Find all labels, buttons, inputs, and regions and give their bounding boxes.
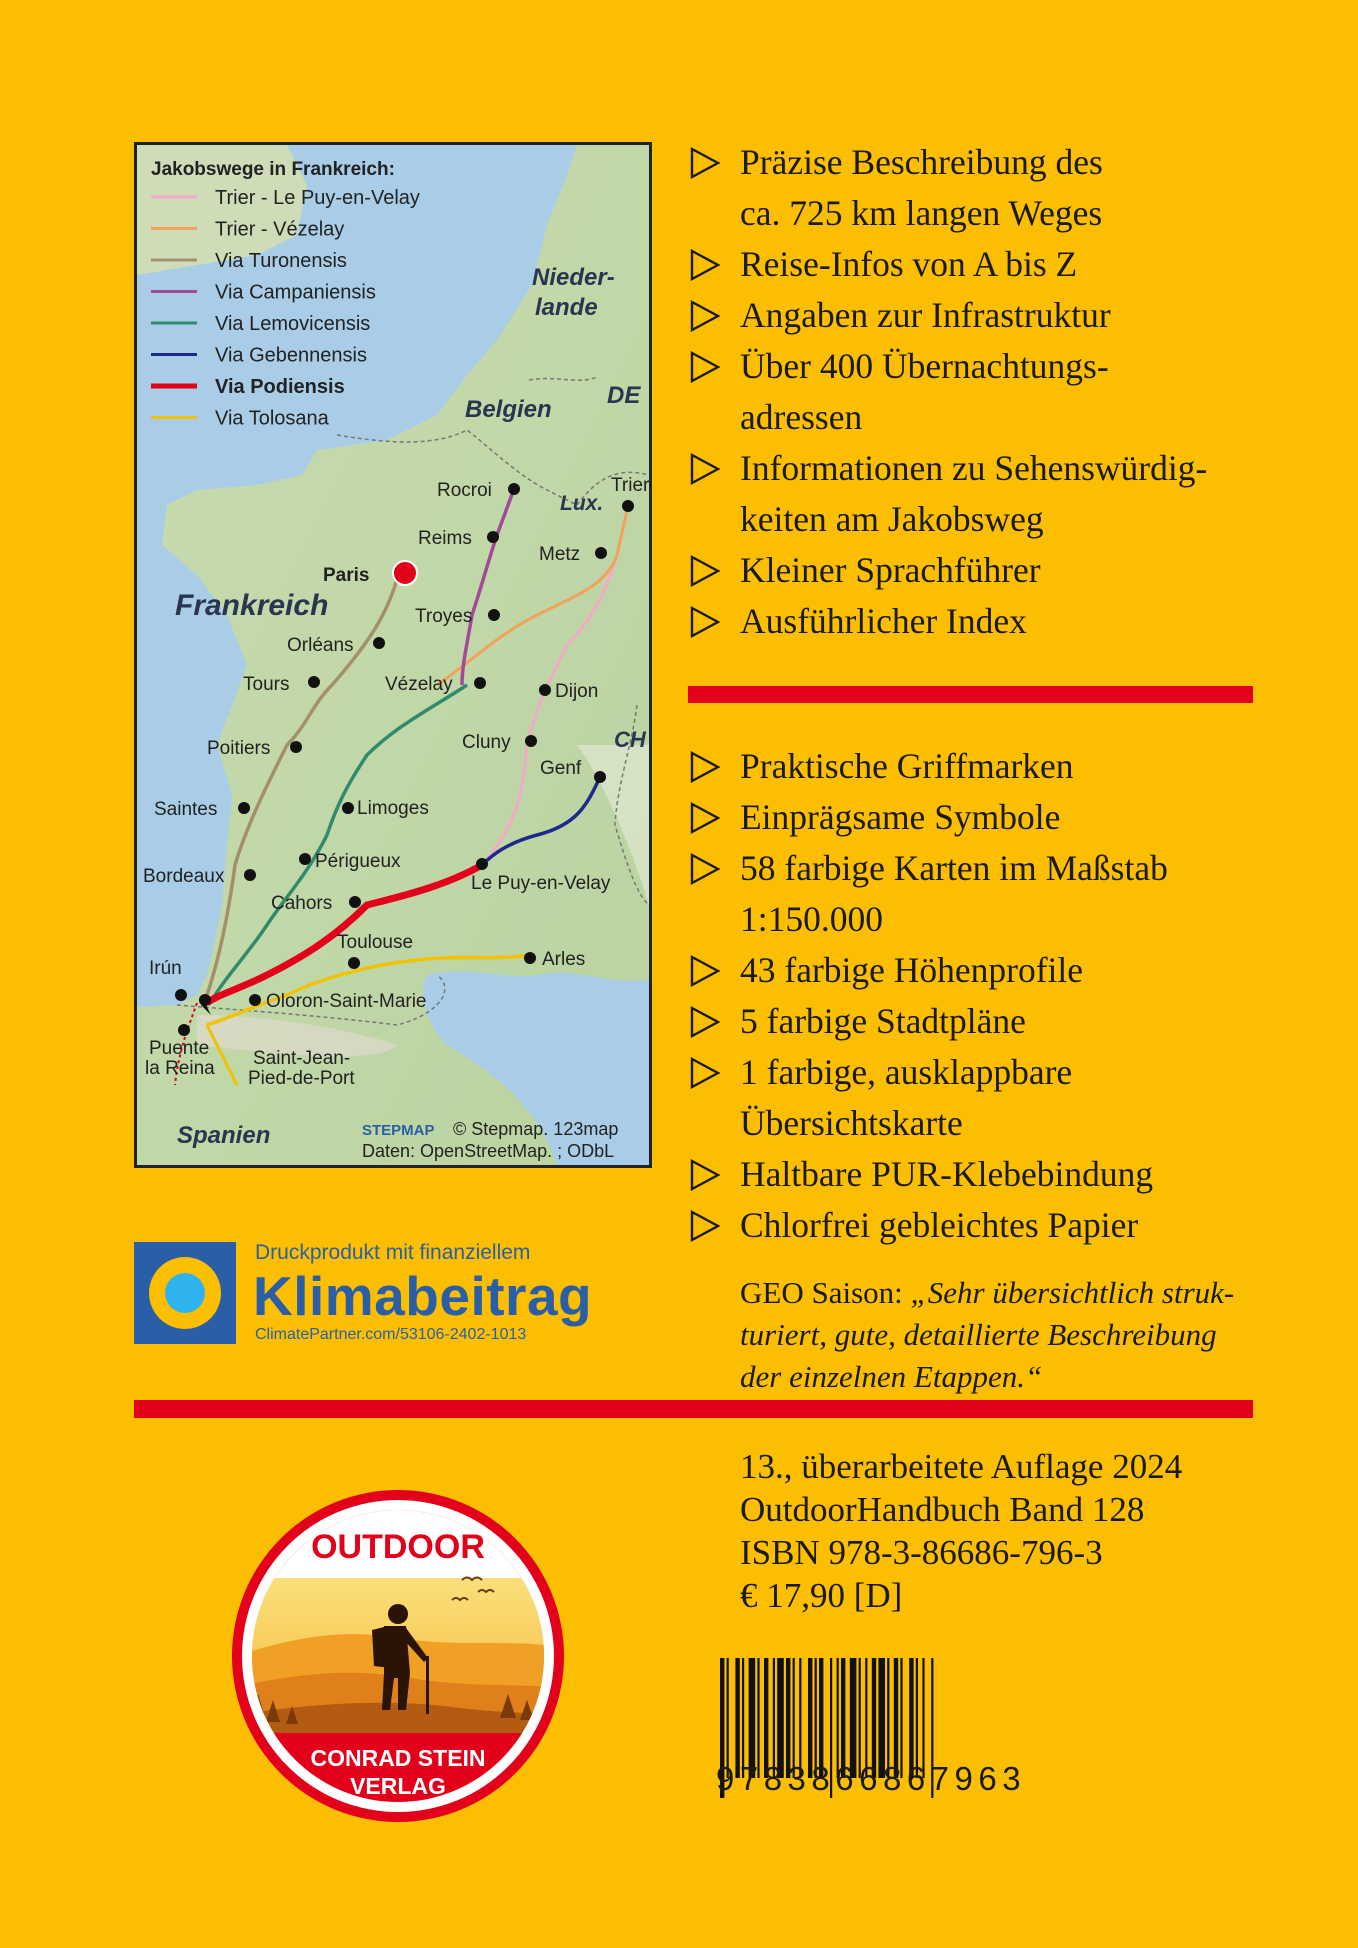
triangle-bullet-icon [690,555,720,587]
triangle-bullet-icon [690,1210,720,1242]
feature-item [688,945,1328,996]
quote-source: GEO Saison: [740,1275,911,1310]
feature-item [688,1047,1328,1149]
city-cluny: Cluny [462,732,511,753]
city-perigueux: Périgueux [315,851,401,872]
edition-info [740,1445,1182,1617]
feature-text: Angaben zur Infrastruktur [740,295,1111,335]
legend-label: Via Turonensis [215,250,347,272]
city-oloron: Oloron-Saint-Marie [266,991,427,1012]
quote-line-2: turiert, gute, detaillierte Beschreibung [740,1317,1217,1352]
feature-text: ca. 725 km langen Weges [740,193,1103,233]
feature-list-1 [688,137,1328,647]
city-metz: Metz [539,544,581,565]
city-orleans: Orléans [287,635,354,656]
city-bordeaux: Bordeaux [143,866,225,887]
isbn-line: ISBN 978-3-86686-796-3 [740,1533,1103,1572]
city-toulouse: Toulouse [337,932,414,953]
city-limoges: Limoges [357,798,429,819]
city-lepuy: Le Puy-en-Velay [471,873,611,894]
map-svg [137,145,649,1165]
feature-text: adressen [740,397,863,437]
city-cahors: Cahors [271,893,333,914]
city-poitiers: Poitiers [207,738,271,759]
climate-title: Klimabeitrag [253,1265,593,1327]
route-map [134,142,652,1168]
series-line: OutdoorHandbuch Band 128 [740,1490,1145,1529]
feature-item [688,137,1328,239]
triangle-bullet-icon [690,1159,720,1191]
city-rocroi: Rocroi [437,480,492,501]
feature-item [688,341,1328,443]
legend-label: Via Gebennensis [215,344,367,367]
feature-text: 43 farbige Höhenprofile [740,950,1084,990]
feature-text: Reise-Infos von A bis Z [740,244,1078,284]
triangle-bullet-icon [690,853,720,885]
feature-text: Ausführlicher Index [740,601,1027,641]
city-tours: Tours [243,674,290,695]
triangle-bullet-icon [690,351,720,383]
feature-item [688,996,1328,1047]
triangle-bullet-icon [690,249,720,281]
feature-item [688,1149,1328,1200]
climate-id: ClimatePartner.com/53106-2402-1013 [255,1326,527,1343]
map-credit-2: Daten: OpenStreetMap. ; ODbL [362,1141,615,1161]
badge-publisher-1: CONRAD STEIN [310,1745,486,1771]
feature-text: keiten am Jakobsweg [740,499,1044,539]
triangle-bullet-icon [690,751,720,783]
label-netherlands: Nieder- [532,264,615,291]
triangle-bullet-icon [690,1057,720,1089]
city-puente-2: la Reina [145,1058,215,1079]
climate-tagline: Druckprodukt mit finanziellem [255,1241,531,1264]
label-france: Frankreich [175,589,329,622]
feature-item [688,741,1328,792]
divider-bar-2 [134,1400,1253,1418]
city-reims: Reims [418,528,472,549]
city-irun: Irún [149,958,182,979]
feature-text: 1:150.000 [740,899,883,939]
triangle-bullet-icon [690,802,720,834]
publisher-badge [230,1488,566,1824]
city-puente: Puente [149,1038,210,1059]
feature-item [688,1200,1328,1251]
feature-item [688,545,1328,596]
legend-label: Trier - Vézelay [215,218,345,241]
city-dijon: Dijon [555,681,599,702]
feature-text: Haltbare PUR-Klebebindung [740,1154,1154,1194]
legend-label: Trier - Le Puy-en-Velay [215,187,420,209]
feature-text: Übersichtskarte [740,1103,963,1143]
triangle-bullet-icon [690,1006,720,1038]
feature-item [688,792,1328,843]
label-netherlands-2: lande [535,294,598,321]
label-belgium: Belgien [465,396,552,423]
feature-item [688,239,1328,290]
triangle-bullet-icon [690,147,720,179]
label-germany: DE [607,382,641,409]
edition-line: 13., überarbeitete Auflage 2024 [740,1447,1183,1486]
climate-icon [134,1242,236,1344]
triangle-bullet-icon [690,955,720,987]
stepmap-brand: STEPMAP [362,1122,435,1139]
divider-bar-1 [688,686,1253,703]
paris-marker [393,561,417,585]
feature-text: Chlorfrei gebleichtes Papier [740,1205,1139,1245]
city-troyes: Troyes [415,606,473,627]
legend-label: Via Lemovicensis [215,313,371,335]
quote-line-3: der einzelnen Etappen.“ [740,1359,1043,1394]
feature-text: 1 farbige, ausklappbare [740,1052,1073,1092]
badge-publisher-2: VERLAG [350,1773,446,1799]
feature-item [688,443,1328,545]
city-sjpdp: Saint-Jean- [253,1048,351,1069]
triangle-bullet-icon [690,300,720,332]
city-saintes: Saintes [154,799,218,820]
triangle-bullet-icon [690,453,720,485]
feature-text: Über 400 Übernachtungs- [740,346,1109,386]
feature-text: Praktische Griffmarken [740,746,1074,786]
feature-text: Informationen zu Sehenswürdig- [740,448,1208,488]
feature-text: 58 farbige Karten im Maßstab [740,848,1168,888]
feature-list-2 [688,741,1328,1251]
feature-text: Kleiner Sprachführer [740,550,1041,590]
legend-label: Via Tolosana [215,407,329,430]
city-vezelay: Vézelay [385,674,453,695]
legend-label: Via Podiensis [215,376,345,398]
label-spain: Spanien [177,1122,271,1149]
map-credit-1: © Stepmap. 123map [453,1119,619,1139]
barcode-digits: 9783866867963 [716,1760,1027,1797]
label-switzerland: CH [614,727,646,752]
quote-line-1: „Sehr übersichtlich struk- [910,1275,1235,1310]
city-sjpdp-2: Pied-de-Port [248,1068,355,1089]
label-luxembourg: Lux. [560,492,604,515]
city-trier: Trier [611,475,649,496]
feature-text: 5 farbige Stadtpläne [740,1001,1026,1041]
price-line: € 17,90 [D] [740,1576,903,1615]
city-arles: Arles [542,949,586,970]
review-quote [740,1272,1260,1398]
feature-item [688,843,1328,945]
badge-outdoor: OUTDOOR [311,1528,485,1566]
city-genf: Genf [540,758,582,779]
feature-item [688,596,1328,647]
city-paris: Paris [323,565,370,586]
legend-label: Via Campaniensis [215,281,376,304]
triangle-bullet-icon [690,606,720,638]
climate-partner-logo [134,1242,654,1344]
legend-title: Jakobswege in Frankreich: [151,159,395,180]
feature-text: Einprägsame Symbole [740,797,1061,837]
feature-item [688,290,1328,341]
feature-text: Präzise Beschreibung des [740,142,1103,182]
